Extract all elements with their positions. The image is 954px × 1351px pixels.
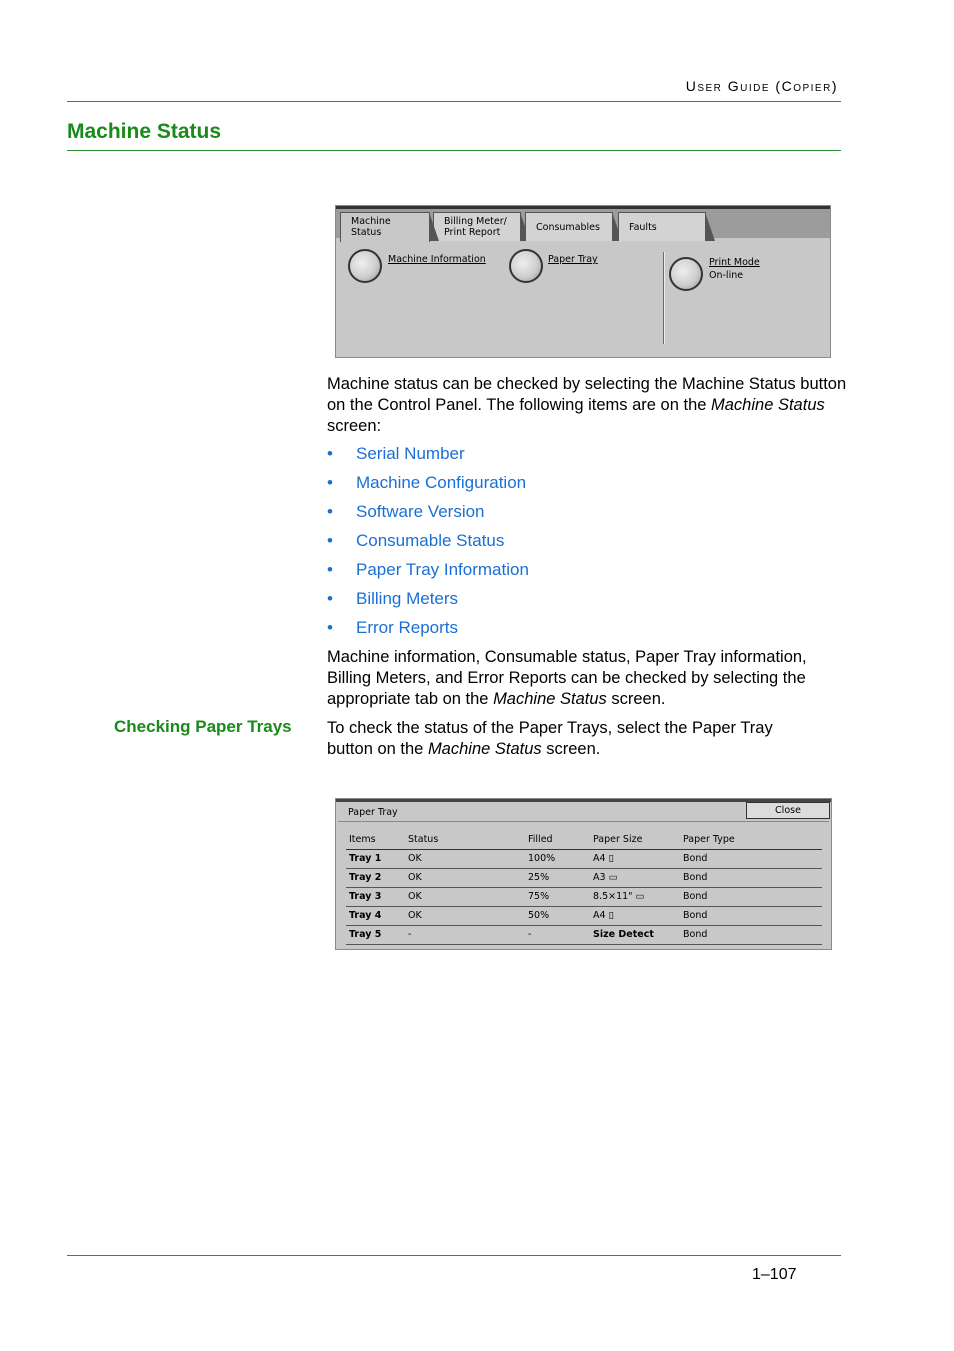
- table-cell: Size Detect: [590, 926, 680, 945]
- table-cell: Tray 4: [346, 907, 405, 926]
- table-cell: 100%: [525, 850, 590, 869]
- paper-tray-table: [346, 831, 822, 945]
- status-items-list: [327, 444, 529, 647]
- table-cell: Bond: [680, 907, 822, 926]
- list-item-link[interactable]: Software Version: [356, 502, 485, 521]
- table-cell: Bond: [680, 869, 822, 888]
- bullet: •: [327, 473, 333, 492]
- header-rule: [67, 101, 841, 102]
- footer-rule: [67, 1255, 841, 1256]
- close-button[interactable]: Close: [746, 802, 830, 819]
- list-item[interactable]: [327, 531, 529, 560]
- table-row[interactable]: [346, 888, 822, 907]
- bullet: •: [327, 531, 333, 550]
- table-cell: OK: [405, 869, 525, 888]
- checking-text-end: screen.: [546, 740, 601, 758]
- tabs-text: Machine information, Consumable status, Paper Tray information, Billing Meters, and Error Reports can be checked by selecting the appropriate tab on the: [327, 648, 807, 708]
- tabs-text-end: screen.: [611, 690, 666, 708]
- running-head: User Guide (Copier): [685, 78, 838, 94]
- tab-strip: [336, 206, 830, 238]
- checking-paper-trays-heading: Checking Paper Trays: [114, 717, 292, 736]
- table-cell: 75%: [525, 888, 590, 907]
- section-title: Machine Status: [67, 120, 222, 143]
- table-cell: OK: [405, 888, 525, 907]
- list-item[interactable]: [327, 473, 529, 502]
- table-row[interactable]: [346, 869, 822, 888]
- table-cell: A3 ▭: [590, 869, 680, 888]
- checking-text: To check the status of the Paper Trays, select the Paper Tray button on the: [327, 719, 773, 758]
- print-mode-button[interactable]: [669, 257, 703, 291]
- list-item-link[interactable]: Error Reports: [356, 618, 459, 637]
- list-item-link[interactable]: Machine Configuration: [356, 473, 527, 492]
- print-mode-value: On-line: [709, 270, 744, 281]
- paper-tray-screenshot: [335, 798, 832, 950]
- table-row[interactable]: [346, 926, 822, 945]
- table-header-row: [346, 831, 822, 850]
- panel-separator: [338, 821, 829, 822]
- table-cell: OK: [405, 850, 525, 869]
- column-header: Filled: [525, 831, 590, 850]
- table-cell: Tray 1: [346, 850, 405, 869]
- title-rule: [67, 150, 841, 151]
- intro-emphasis: Machine Status: [711, 396, 825, 414]
- list-item[interactable]: [327, 589, 529, 618]
- table-cell: 25%: [525, 869, 590, 888]
- page-number: 1–107: [752, 1266, 797, 1283]
- paper-tray-button[interactable]: [509, 249, 543, 283]
- intro-paragraph: [327, 374, 847, 437]
- machine-information-label: Machine Information: [388, 254, 486, 265]
- list-item-link[interactable]: Paper Tray Information: [356, 560, 529, 579]
- table-cell: -: [405, 926, 525, 945]
- tab-machine-status[interactable]: Machine Status: [340, 212, 430, 242]
- column-header: Paper Size: [590, 831, 680, 850]
- tab-faults[interactable]: Faults: [618, 212, 706, 241]
- list-item[interactable]: [327, 560, 529, 589]
- bullet: •: [327, 502, 333, 521]
- table-cell: A4 ▯: [590, 907, 680, 926]
- table-cell: 50%: [525, 907, 590, 926]
- tabs-paragraph: [327, 647, 842, 710]
- list-item-link[interactable]: Billing Meters: [356, 589, 459, 608]
- table-cell: A4 ▯: [590, 850, 680, 869]
- column-header: Items: [346, 831, 405, 850]
- bullet: •: [327, 618, 333, 637]
- paper-tray-label: Paper Tray: [548, 254, 598, 265]
- column-header: Paper Type: [680, 831, 822, 850]
- table-cell: Bond: [680, 850, 822, 869]
- checking-paragraph: [327, 718, 817, 760]
- table-cell: OK: [405, 907, 525, 926]
- table-row[interactable]: [346, 907, 822, 926]
- column-header: Status: [405, 831, 525, 850]
- machine-information-button[interactable]: [348, 249, 382, 283]
- tab-billing-meter[interactable]: Billing Meter/ Print Report: [433, 212, 521, 241]
- table-cell: Bond: [680, 926, 822, 945]
- bullet: •: [327, 444, 333, 463]
- table-cell: Tray 3: [346, 888, 405, 907]
- list-item[interactable]: [327, 444, 529, 473]
- table-cell: 8.5×11" ▭: [590, 888, 680, 907]
- tabs-emphasis: Machine Status: [493, 690, 607, 708]
- tab-consumables[interactable]: Consumables: [525, 212, 613, 241]
- bullet: •: [327, 560, 333, 579]
- panel-title: Paper Tray: [348, 807, 398, 818]
- table-row[interactable]: [346, 850, 822, 869]
- list-item[interactable]: [327, 618, 529, 647]
- intro-text-end: screen:: [327, 417, 382, 435]
- table-cell: Bond: [680, 888, 822, 907]
- machine-status-screenshot: [335, 205, 831, 358]
- print-mode-label: Print Mode: [709, 257, 760, 268]
- list-item-link[interactable]: Serial Number: [356, 444, 465, 463]
- table-cell: -: [525, 926, 590, 945]
- intro-text: Machine status can be checked by selecting the Machine Status button on the Control Panel. The following items are on the: [327, 375, 847, 414]
- table-cell: Tray 5: [346, 926, 405, 945]
- panel-divider: [663, 252, 665, 344]
- checking-emphasis: Machine Status: [427, 740, 542, 758]
- list-item[interactable]: [327, 502, 529, 531]
- table-cell: Tray 2: [346, 869, 405, 888]
- list-item-link[interactable]: Consumable Status: [356, 531, 505, 550]
- bullet: •: [327, 589, 333, 608]
